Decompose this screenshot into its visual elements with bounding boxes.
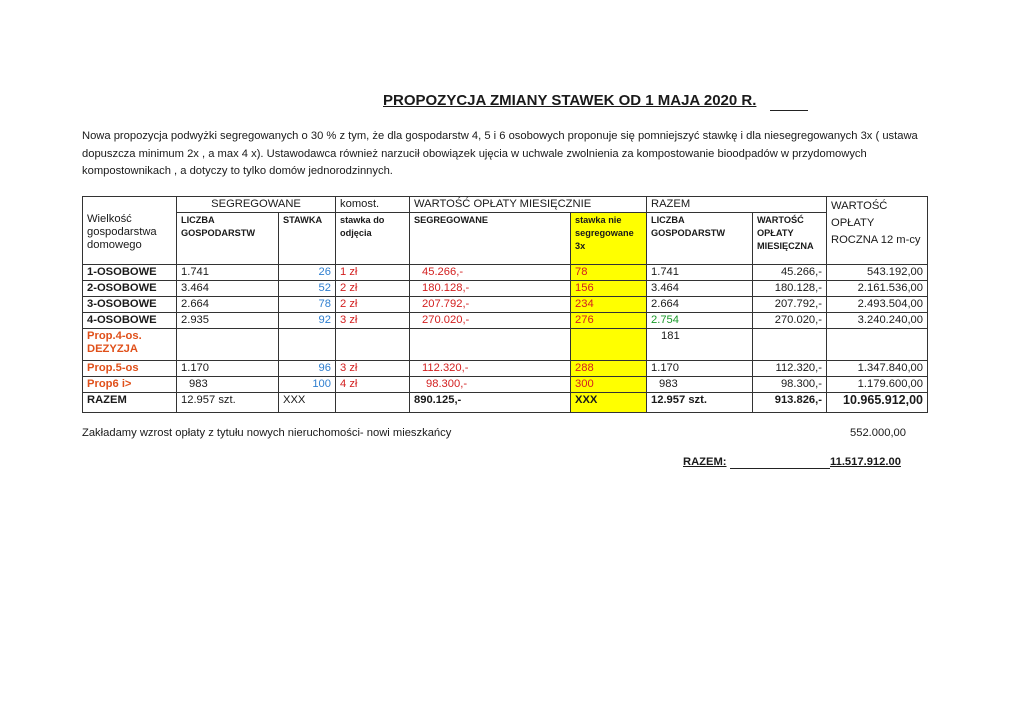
table-row <box>83 265 928 281</box>
cell-razem-liczba: 1.170 <box>647 361 753 377</box>
cell-stawka: 78 <box>279 297 336 313</box>
cell-razem-wartosc <box>753 329 827 361</box>
header-razem-liczba: LICZBA GOSPODARSTW <box>647 213 753 265</box>
cell-nieseg: 300 <box>571 377 647 393</box>
cell-razem-wartosc: 112.320,- <box>753 361 827 377</box>
cell-razem-liczba: 2.664 <box>647 297 753 313</box>
cell-stawka: 26 <box>279 265 336 281</box>
cell-nieseg <box>571 329 647 361</box>
cell-stawka: 52 <box>279 281 336 297</box>
cell-liczba: 983 <box>177 377 279 393</box>
cell-segregowane: 98.300,- <box>410 377 571 393</box>
header-segregowane: SEGREGOWANE <box>410 213 571 265</box>
cell-nieseg: 234 <box>571 297 647 313</box>
grand-total-label: RAZEM: <box>683 456 727 468</box>
header-stawka-nie-segregowane: stawka nie segregowane 3x <box>571 213 647 265</box>
cell-nieseg: 156 <box>571 281 647 297</box>
page-title: PROPOZYCJA ZMIANY STAWEK OD 1 MAJA 2020 R. <box>383 92 757 109</box>
grand-total-value: 11.517.912.00 <box>830 456 901 468</box>
cell-roczna: 543.192,00 <box>827 265 928 281</box>
cell-razem-wartosc: 270.020,- <box>753 313 827 329</box>
cell-razem-wartosc: 207.792,- <box>753 297 827 313</box>
total-roczna: 10.965.912,00 <box>827 393 928 413</box>
table-row <box>83 297 928 313</box>
total-razem-liczba: 12.957 szt. <box>647 393 753 413</box>
cell-liczba <box>177 329 279 361</box>
header-liczba-gospodarstw: LICZBA GOSPODARSTW <box>177 213 279 265</box>
row-label: 1-OSOBOWE <box>83 265 177 281</box>
cell-odjecie: 4 zł <box>336 377 410 393</box>
cell-liczba: 2.935 <box>177 313 279 329</box>
cell-razem-liczba: 181 <box>647 329 753 361</box>
title-underline <box>770 110 808 111</box>
header-stawka-do-odjecia: stawka do odjęcia <box>336 213 410 265</box>
cell-roczna <box>827 329 928 361</box>
cell-nieseg: 78 <box>571 265 647 281</box>
cell-roczna: 1.179.600,00 <box>827 377 928 393</box>
table-row <box>83 361 928 377</box>
cell-razem-liczba: 2.754 <box>647 313 753 329</box>
cell-razem-wartosc: 180.128,- <box>753 281 827 297</box>
cell-razem-liczba: 1.741 <box>647 265 753 281</box>
cell-roczna: 3.240.240,00 <box>827 313 928 329</box>
cell-stawka: 92 <box>279 313 336 329</box>
row-label: Prop.4-os. DEZYZJA <box>83 329 177 361</box>
rates-table <box>82 196 928 413</box>
cell-segregowane: 112.320,- <box>410 361 571 377</box>
cell-segregowane: 180.128,- <box>410 281 571 297</box>
table-group-header-row <box>83 197 928 213</box>
header-segregowane-group: SEGREGOWANE <box>177 197 336 213</box>
header-komost: komost. <box>336 197 410 213</box>
row-label: 2-OSOBOWE <box>83 281 177 297</box>
cell-odjecie: 1 zł <box>336 265 410 281</box>
total-nieseg: XXX <box>571 393 647 413</box>
cell-stawka <box>279 329 336 361</box>
cell-razem-wartosc: 45.266,- <box>753 265 827 281</box>
cell-roczna: 1.347.840,00 <box>827 361 928 377</box>
total-label: RAZEM <box>83 393 177 413</box>
cell-roczna: 2.161.536,00 <box>827 281 928 297</box>
header-wartosc-miesieczna: WARTOŚĆ OPŁATY MIESIĘCZNA <box>753 213 827 265</box>
footer-note-value: 552.000,00 <box>850 427 906 439</box>
cell-razem-wartosc: 98.300,- <box>753 377 827 393</box>
total-liczba: 12.957 szt. <box>177 393 279 413</box>
table-total-row <box>83 393 928 413</box>
table-row <box>83 377 928 393</box>
cell-odjecie: 3 zł <box>336 313 410 329</box>
header-wielkosc: Wielkość gospodarstwa domowego <box>87 213 157 251</box>
table-row <box>83 281 928 297</box>
cell-razem-liczba: 3.464 <box>647 281 753 297</box>
total-segregowane: 890.125,- <box>410 393 571 413</box>
cell-odjecie: 2 zł <box>336 297 410 313</box>
header-wartosc-oplaty: WARTOŚĆ OPŁATY MIESIĘCZNIE <box>410 197 647 213</box>
cell-liczba: 1.741 <box>177 265 279 281</box>
table-row <box>83 313 928 329</box>
cell-liczba: 2.664 <box>177 297 279 313</box>
cell-segregowane <box>410 329 571 361</box>
row-label: 3-OSOBOWE <box>83 297 177 313</box>
cell-liczba: 3.464 <box>177 281 279 297</box>
cell-razem-liczba: 983 <box>647 377 753 393</box>
cell-stawka: 96 <box>279 361 336 377</box>
total-razem-wartosc: 913.826,- <box>753 393 827 413</box>
cell-segregowane: 207.792,- <box>410 297 571 313</box>
intro-paragraph: Nowa propozycja podwyżki segregowanych o 30 % z tym, że dla gospodarstw 4, 5 i 6 osobowych proponuje się pomniejszyć stawkę i dla niesegregowanych 3x ( ustawa dopuszcza minimum 2x , a max 4 x). Ustawodawca również narzucił obowiązek ujęcia w uchwale zwolnienia za kompostowanie bioodpadów w przydomowych kompostownikach , a dotyczy to tylko domów jednorodzinnych. <box>82 130 918 177</box>
header-razem-group: RAZEM <box>647 197 827 213</box>
table-sub-header-row <box>83 213 928 265</box>
cell-odjecie: 3 zł <box>336 361 410 377</box>
cell-liczba: 1.170 <box>177 361 279 377</box>
footer-note: Zakładamy wzrost opłaty z tytułu nowych nieruchomości- nowi mieszkańcy <box>82 427 452 439</box>
table-row <box>83 329 928 361</box>
row-label: 4-OSOBOWE <box>83 313 177 329</box>
grand-total-underline <box>730 468 830 469</box>
cell-odjecie <box>336 329 410 361</box>
cell-segregowane: 45.266,- <box>410 265 571 281</box>
header-stawka: STAWKA <box>279 213 336 265</box>
cell-nieseg: 276 <box>571 313 647 329</box>
cell-segregowane: 270.020,- <box>410 313 571 329</box>
cell-roczna: 2.493.504,00 <box>827 297 928 313</box>
row-label: Prop6 i> <box>83 377 177 393</box>
header-wartosc-roczna: WARTOŚĆ OPŁATY ROCZNA 12 m-cy <box>831 200 921 246</box>
row-label: Prop.5-os <box>83 361 177 377</box>
total-stawka: XXX <box>279 393 336 413</box>
cell-stawka: 100 <box>279 377 336 393</box>
cell-odjecie: 2 zł <box>336 281 410 297</box>
cell-nieseg: 288 <box>571 361 647 377</box>
